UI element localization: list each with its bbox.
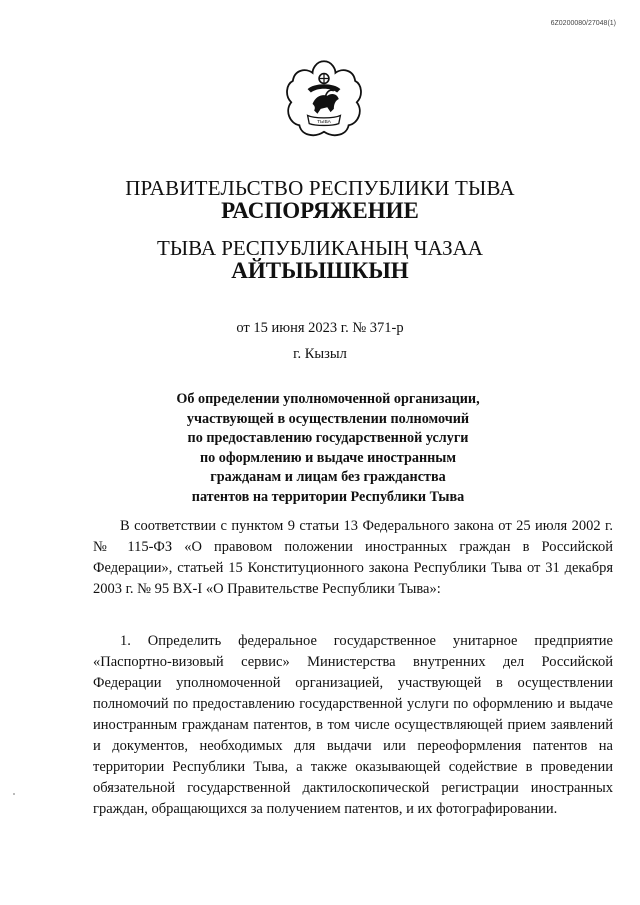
document-title (0, 390, 640, 507)
document-type-ru: РАСПОРЯЖЕНИЕ (221, 198, 419, 223)
document-stamp: 6Z0200080/27048(1) (550, 20, 616, 27)
coat-of-arms-icon (283, 58, 365, 140)
svg-text:ТЫВА: ТЫВА (317, 119, 331, 125)
title-line: Об определении уполномоченной организации, (176, 391, 480, 407)
title-line: участвующей в осуществлении полномочий (186, 410, 470, 427)
title-line: по оформлению и выдаче иностранным (199, 449, 457, 466)
document-city: г. Кызыл (293, 346, 347, 362)
title-line: гражданам и лицам без гражданства (210, 469, 446, 485)
document-type-tyv: АЙТЫЫШКЫН (231, 258, 409, 283)
clause-1-paragraph: 1. Определить федеральное государственное унитарное предприятие «Паспортно-визовый сервис» Министерства внутренних дел Российской Федерации уполномоченной организацией, участвующей в осуществлении полномочий по предоставлению государственной услуги по оформлению и выдаче иностранным гражданам патентов, в том числе осуществляющей прием заявлений и документов, необходимых для выдачи или переоформления патентов на территории Республики Тыва, а также оказывающей содействие в проведении обязательной государственной дактилоскопической регистрации иностранных граждан, обращающихся за получением патентов, и их фотографировании. (93, 633, 613, 817)
title-line: патентов на территории Республики Тыва (191, 488, 465, 505)
scan-speck (13, 793, 15, 795)
preamble-paragraph: В соответствии с пунктом 9 статьи 13 Федерального закона от 25 июля 2002 г. № 115-ФЗ «О правовом положении иностранных граждан в Российской Федерации», статьей 15 Конституционного закона Республики Тыва от 31 декабря 2003 г. № 95 ВХ-І «О Правительстве Республики Тыва»: (93, 518, 613, 597)
document-date-number: от 15 июня 2023 г. № 371-р (236, 320, 404, 336)
title-line: по предоставлению государственной услуги (187, 430, 469, 446)
government-name-tyv: ТЫВА РЕСПУБЛИКАНЫҢ ЧАЗАА (157, 236, 483, 260)
government-name-ru: ПРАВИТЕЛЬСТВО РЕСПУБЛИКИ ТЫВА (125, 176, 515, 200)
